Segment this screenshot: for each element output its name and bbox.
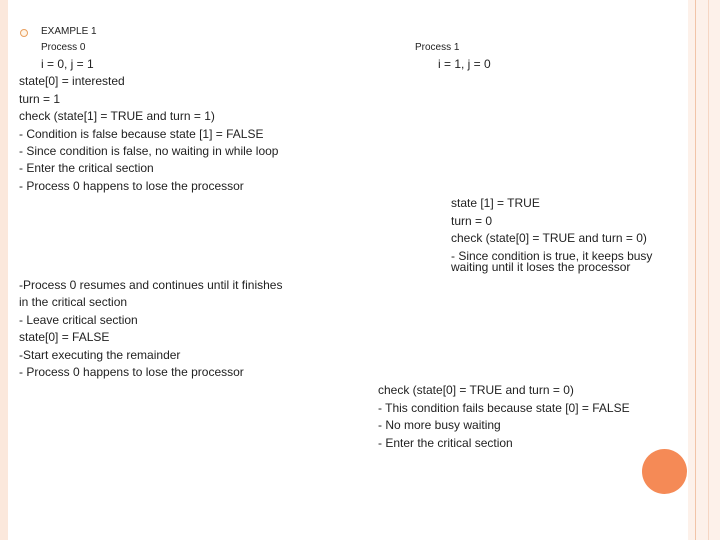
p1-step-line: waiting until it loses the processor (451, 260, 631, 274)
p0-step-line: - Condition is false because state [1] = FALSE (19, 127, 264, 141)
left-frame-border (0, 0, 8, 540)
p0-resume-line: -Process 0 resumes and continues until it finishes (19, 278, 283, 292)
p1-resume-line: - No more busy waiting (378, 418, 501, 432)
p1-step-line: - Since condition is true, it keeps busy (451, 249, 653, 263)
p0-step-line: - Process 0 happens to lose the processor (19, 179, 244, 193)
right-frame-border (688, 0, 720, 540)
p0-step-line: state[0] = interested (19, 74, 125, 88)
process-0-header: Process 0 (41, 42, 86, 53)
p0-resume-line: -Start executing the remainder (19, 348, 181, 362)
p0-step-line: - Since condition is false, no waiting in while loop (19, 144, 279, 158)
p0-resume-line: in the critical section (19, 295, 128, 309)
process-0-init: i = 0, j = 1 (41, 57, 94, 71)
process-1-init: i = 1, j = 0 (438, 57, 491, 71)
p1-resume-line: check (state[0] = TRUE and turn = 0) (378, 383, 574, 397)
right-frame-line (695, 0, 696, 540)
bullet-icon (20, 29, 28, 37)
p0-step-line: - Enter the critical section (19, 161, 154, 175)
p0-resume-line: state[0] = FALSE (19, 330, 110, 344)
p1-step-line: turn = 0 (451, 214, 493, 228)
p0-resume-line: - Leave critical section (19, 313, 138, 327)
p1-step-line: state [1] = TRUE (451, 196, 540, 210)
p0-step-line: turn = 1 (19, 92, 61, 106)
p1-resume-line: - Enter the critical section (378, 436, 513, 450)
right-frame-line-inner (708, 0, 709, 540)
p0-resume-line: - Process 0 happens to lose the processor (19, 365, 244, 379)
p0-step-line: check (state[1] = TRUE and turn = 1) (19, 109, 215, 123)
p1-resume-line: - This condition fails because state [0] = FALSE (378, 401, 630, 415)
example-label: EXAMPLE 1 (41, 26, 97, 37)
decorative-circle (642, 449, 687, 494)
process-1-header: Process 1 (415, 42, 460, 53)
p1-step-line: check (state[0] = TRUE and turn = 0) (451, 231, 647, 245)
